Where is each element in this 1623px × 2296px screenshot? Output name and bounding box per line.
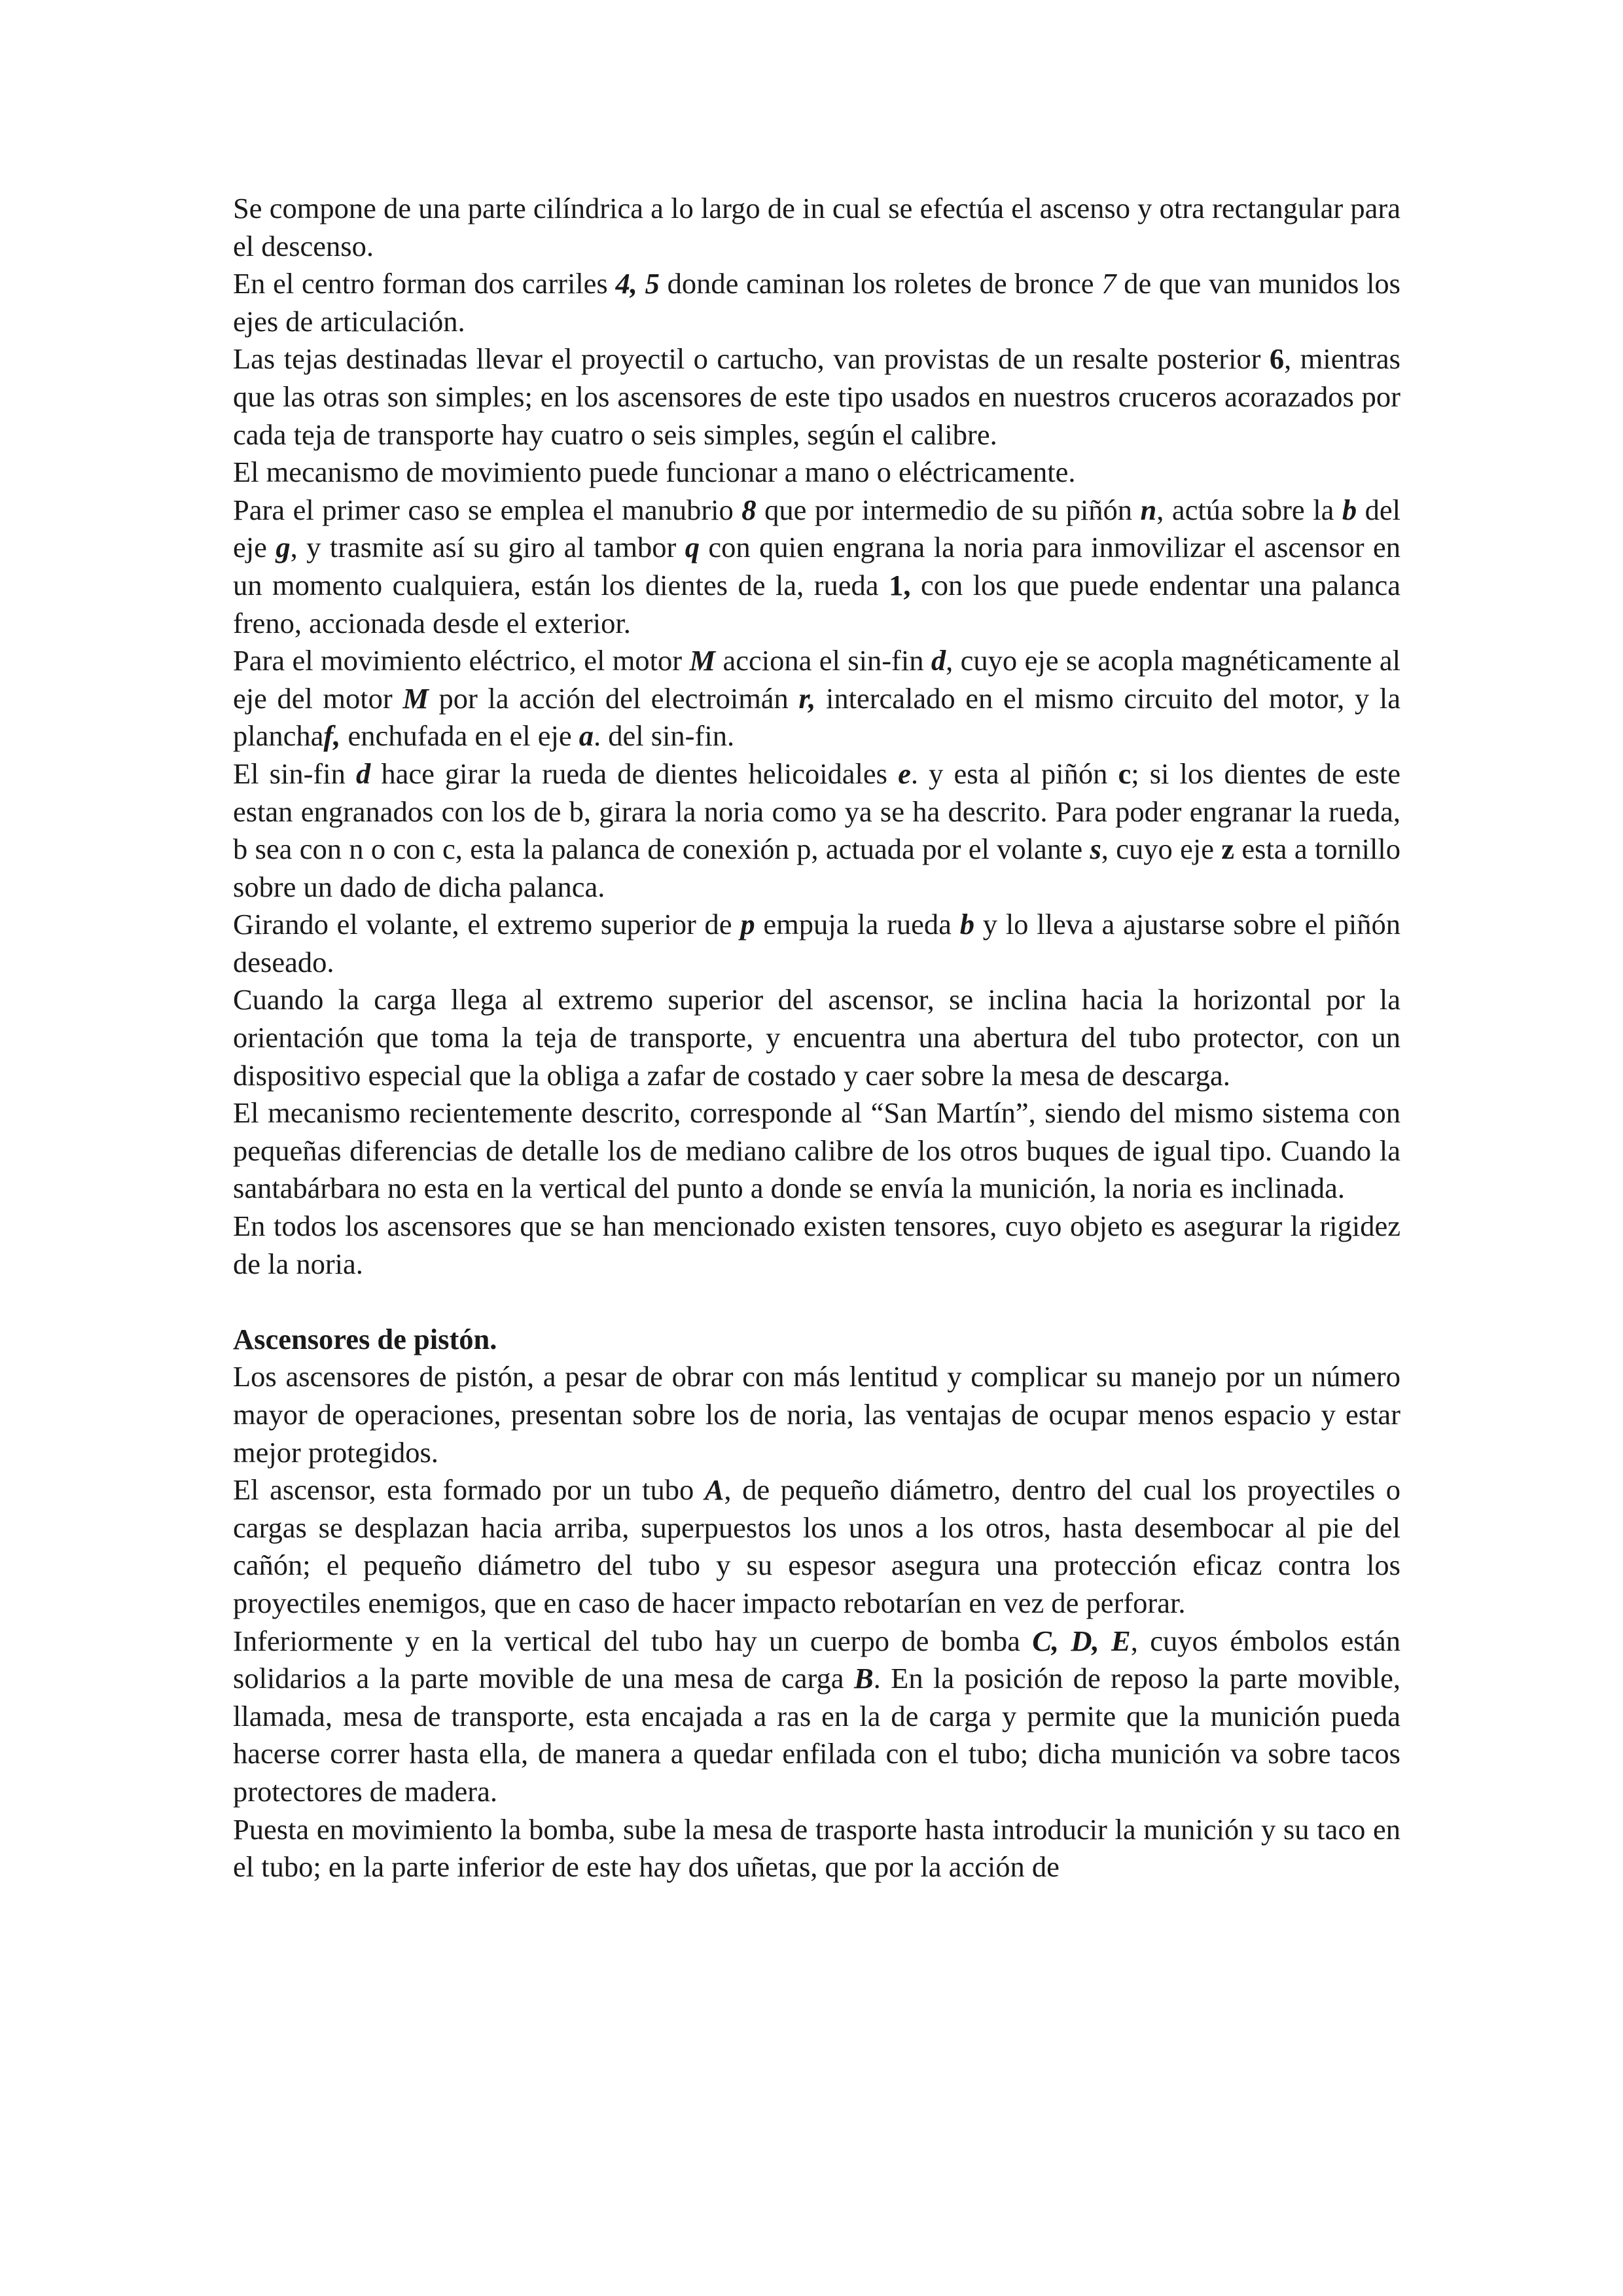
emphasized-reference: b	[1342, 493, 1357, 526]
paragraph	[233, 1358, 1400, 1471]
emphasized-reference: f,	[323, 719, 341, 753]
emphasized-reference: q	[685, 531, 700, 564]
emphasized-reference: n	[1140, 493, 1157, 526]
paragraph	[233, 492, 1400, 642]
text-run: Las tejas destinadas llevar el proyectil o cartucho, van provistas de un resalte posterior	[233, 342, 1270, 376]
paragraph	[233, 454, 1400, 492]
text-run: Se compone de una parte cilíndrica a lo largo de in cual se efectúa el ascenso y otra rectangular para el descenso.	[233, 192, 1400, 262]
text-run: acciona el sin-fin	[715, 644, 931, 677]
text-run: intercalado en el mismo circuito del motor, y la plancha	[233, 681, 1400, 753]
paragraph	[233, 1471, 1400, 1622]
emphasized-reference: g	[276, 531, 291, 564]
paragraph	[233, 755, 1400, 906]
paragraph	[233, 190, 1400, 265]
paragraph	[233, 1623, 1400, 1811]
text-run: El mecanismo recientemente descrito, corresponde al “San Martín”, siendo del mismo sistema con pequeñas diferencias de detalle los de mediano calibre de los otros buques de igual tipo. Cuando la santabárbara no esta en la vertical del punto a donde se envía la munición, la noria es inclinada.	[233, 1096, 1400, 1205]
text-run: En todos los ascensores que se han mencionado existen tensores, cuyo objeto es asegurar la rigidez de la noria.	[233, 1210, 1400, 1280]
text-run: con los que puede endentar una palanca freno, accionada desde el exterior.	[233, 568, 1400, 639]
text-run: , y trasmite así su giro al tambor	[290, 531, 685, 564]
emphasized-reference: 6	[1269, 342, 1285, 376]
text-run: Para el movimiento eléctrico, el motor	[233, 644, 690, 677]
emphasized-reference: A	[704, 1473, 724, 1507]
text-run: con quien engrana la noria para inmovilizar el ascensor en un momento cualquiera, están los dientes de la, rueda	[233, 531, 1400, 601]
paragraph	[233, 1811, 1400, 1886]
text-run: Para el primer caso se emplea el manubrio	[233, 493, 742, 526]
text-run: de que van munidos los ejes de articulación.	[233, 267, 1401, 338]
emphasized-reference: d	[355, 757, 371, 790]
emphasized-reference: r,	[798, 681, 816, 715]
text-run: . En la posición de reposo la parte movible, llamada, mesa de transporte, esta encajada a ras en la de carga y permite que la munición pueda hacerse correr hasta ella, de manera a quedar enfilada con el tubo; dicha munición va sobre tacos protectores de madera.	[233, 1662, 1401, 1808]
text-run: . y esta al piñón	[910, 757, 1118, 790]
text-run: esta a tornillo sobre un dado de dicha palanca.	[233, 833, 1400, 903]
text-run: donde caminan los roletes de bronce	[659, 267, 1102, 300]
text-run: El mecanismo de movimiento puede funcionar a mano o eléctricamente.	[233, 456, 1076, 489]
text-run: y lo lleva a ajustarse sobre el piñón deseado.	[233, 908, 1400, 978]
emphasized-reference: z	[1221, 833, 1235, 866]
paragraph	[233, 340, 1400, 454]
text-run: Los ascensores de pistón, a pesar de obrar con más lentitud y complicar su manejo por un número mayor de operaciones, presentan sobre los de noria, las ventajas de ocupar menos espacio y estar mejor protegidos.	[233, 1360, 1400, 1469]
text-run: , cuyo eje	[1101, 833, 1222, 866]
body-text	[233, 190, 1400, 1283]
text-run: del eje	[233, 493, 1400, 564]
emphasized-reference: 8	[741, 493, 757, 526]
emphasized-reference: d	[931, 644, 946, 677]
text-run: El ascensor, esta formado por un tubo	[233, 1473, 705, 1507]
paragraph	[233, 642, 1400, 755]
emphasized-reference: s	[1090, 833, 1101, 866]
text-run: , de pequeño diámetro, dentro del cual los proyectiles o cargas se desplazan hacia arriba, superpuestos los unos a los otros, hasta desembocar al pie del cañón; el pequeño diámetro del tubo y su espesor asegura una protección eficaz contra los proyectiles enemigos, que en caso de hacer impacto rebotarían en vez de perforar.	[233, 1473, 1400, 1619]
paragraph	[233, 265, 1400, 340]
paragraph	[233, 1208, 1400, 1283]
emphasized-reference: e	[898, 757, 911, 790]
paragraph	[233, 981, 1400, 1094]
text-run: El sin-fin	[233, 757, 356, 790]
emphasized-reference: 4, 5	[615, 267, 660, 300]
emphasized-reference: b	[959, 908, 974, 941]
text-run: En el centro forman dos carriles	[233, 267, 616, 300]
text-run: , actúa sobre la	[1156, 493, 1342, 526]
emphasized-reference: C, D, E	[1032, 1624, 1131, 1657]
emphasized-reference: a	[579, 719, 594, 753]
text-run: . del sin-fin.	[594, 719, 735, 753]
paragraph	[233, 906, 1400, 981]
text-run: Girando el volante, el extremo superior de	[233, 908, 741, 941]
text-run: hace girar la rueda de dientes helicoidales	[370, 757, 899, 790]
emphasized-reference: 1,	[889, 568, 911, 601]
text-run: por la acción del electroimán	[428, 681, 799, 715]
emphasized-reference: B	[853, 1662, 874, 1695]
text-run: enchufada en el eje	[340, 719, 579, 753]
emphasized-reference: p	[740, 908, 755, 941]
emphasized-reference: 7	[1101, 267, 1116, 300]
text-run: , cuyo eje se acopla magnéticamente al eje del motor	[233, 644, 1400, 715]
text-run: , mientras que las otras son simples; en los ascensores de este tipo usados en nuestros cruceros acorazados por cada teja de transporte hay cuatro o seis simples, según el calibre.	[233, 342, 1400, 451]
emphasized-reference: c	[1118, 757, 1132, 790]
text-run: Puesta en movimiento la bomba, sube la mesa de trasporte hasta introducir la munición y su taco en el tubo; en la parte inferior de este hay dos uñetas, que por la acción de	[233, 1812, 1400, 1884]
text-run: , cuyos émbolos están solidarios a la parte movible de una mesa de carga	[233, 1624, 1400, 1695]
emphasized-reference: M	[689, 644, 716, 677]
section-body-text	[233, 1358, 1400, 1886]
document-page	[233, 190, 1400, 1886]
text-run: Cuando la carga llega al extremo superior del ascensor, se inclina hacia la horizontal por la orientación que toma la teja de transporte, y encuentra una abertura del tubo protector, con un dispositivo especial que la obliga a zafar de costado y caer sobre la mesa de descarga.	[233, 983, 1400, 1092]
text-run: ; si los dientes de este estan engranados con los de b, girara la noria como ya se ha descrito. Para poder engranar la rueda, b sea con n o con c, esta la palanca de conexión p, actuada por el volante	[233, 757, 1400, 866]
text-run: Inferiormente y en la vertical del tubo hay un cuerpo de bomba	[233, 1624, 1033, 1657]
text-run: empuja la rueda	[755, 908, 960, 941]
section-heading: Ascensores de pistón.	[233, 1322, 497, 1355]
paragraph	[233, 1094, 1400, 1208]
text-run: que por intermedio de su piñón	[756, 493, 1141, 526]
emphasized-reference: M	[402, 681, 429, 715]
